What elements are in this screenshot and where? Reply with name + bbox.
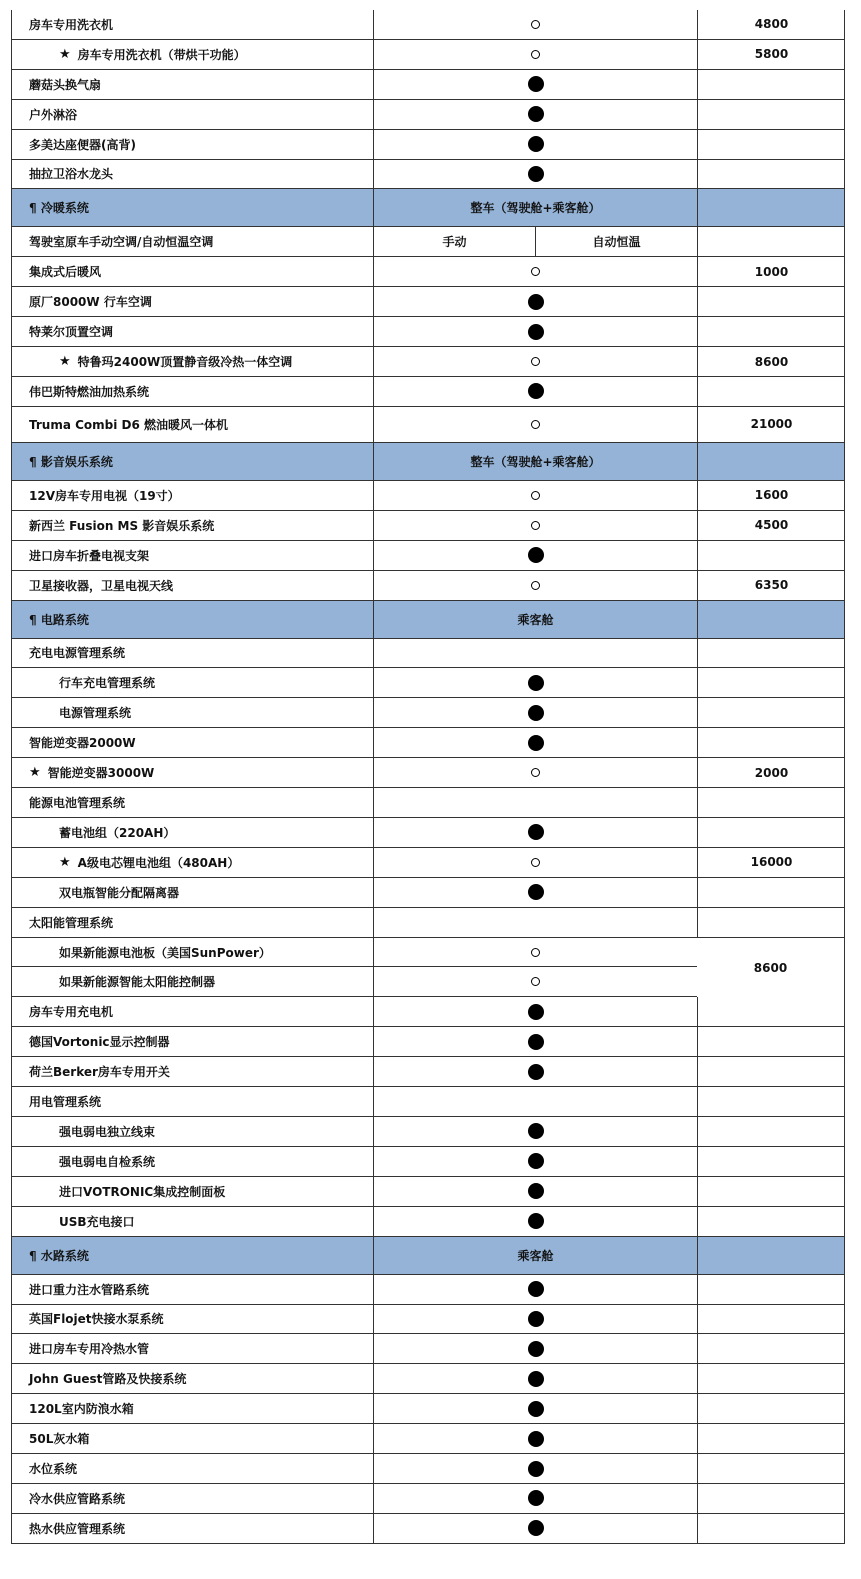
availability-cell (374, 908, 698, 937)
table-row (11, 130, 845, 160)
price-cell (698, 668, 845, 697)
table-row (11, 818, 845, 848)
item-name (12, 1364, 374, 1393)
availability-cell (374, 997, 698, 1026)
item-label: 用电管理系统 (29, 1095, 102, 1110)
price-cell (698, 287, 845, 316)
optional-circle-icon (531, 267, 540, 276)
optional-circle-icon (531, 948, 540, 957)
availability-cell (374, 1514, 698, 1543)
standard-dot-icon (528, 136, 544, 152)
table-row (11, 788, 845, 818)
item-label: 特莱尔顶置空调 (29, 325, 114, 340)
item-name (12, 1117, 374, 1146)
section-title (12, 189, 374, 226)
price-cell (698, 1027, 845, 1056)
item-name (12, 377, 374, 406)
item-name (12, 938, 374, 967)
table-row (11, 571, 845, 601)
table-row (11, 1305, 845, 1335)
price-cell (698, 1454, 845, 1483)
price-cell (698, 189, 845, 226)
availability-cell (374, 728, 698, 757)
price-cell (698, 377, 845, 406)
item-name (12, 511, 374, 540)
table-row (11, 698, 845, 728)
availability-cell (374, 1484, 698, 1513)
item-name (12, 1087, 374, 1116)
table-row (11, 997, 845, 1027)
optional-circle-icon (531, 491, 540, 500)
optional-circle-icon (531, 357, 540, 366)
standard-dot-icon (528, 1004, 544, 1020)
availability-cell (374, 1057, 698, 1086)
item-name (12, 257, 374, 286)
table-row (11, 511, 845, 541)
table-row (11, 1364, 845, 1394)
standard-dot-icon (528, 324, 544, 340)
optional-circle-icon (531, 50, 540, 59)
item-label: 120L室内防浪水箱 (29, 1402, 134, 1417)
section-scope: 整车（驾驶舱+乘客舱） (374, 443, 698, 480)
item-label: ¶ 影音娱乐系统 (29, 454, 113, 469)
table-row (11, 317, 845, 347)
table-row (11, 1484, 845, 1514)
availability-cell (374, 160, 698, 189)
availability-cell (374, 1177, 698, 1206)
table-row (11, 40, 845, 70)
item-name (12, 698, 374, 727)
availability-cell (374, 407, 698, 442)
section-title (12, 443, 374, 480)
price-cell (698, 639, 845, 668)
item-name (12, 227, 374, 256)
item-label: 房车专用充电机 (29, 1005, 114, 1020)
availability-cell (374, 511, 698, 540)
availability-cell (374, 70, 698, 99)
item-label: 房车专用洗衣机（带烘干功能） (77, 47, 246, 62)
standard-dot-icon (528, 1341, 544, 1357)
table-row (11, 407, 845, 443)
table-row (11, 1394, 845, 1424)
section-header-row (11, 189, 845, 227)
item-label: 新西兰 Fusion MS 影音娱乐系统 (29, 518, 215, 533)
optional-circle-icon (531, 768, 540, 777)
price-cell (698, 1334, 845, 1363)
item-label: 如果新能源智能太阳能控制器 (59, 975, 216, 990)
item-label: 行车充电管理系统 (59, 676, 156, 691)
price-cell (698, 130, 845, 159)
item-name (12, 541, 374, 570)
availability-cell (374, 698, 698, 727)
item-label: 太阳能管理系统 (29, 915, 114, 930)
option-manual: 手动 (374, 227, 536, 256)
price-cell (698, 818, 845, 847)
item-label: 房车专用洗衣机 (29, 17, 114, 32)
availability-cell (374, 347, 698, 376)
table-row (11, 10, 845, 40)
section-scope: 乘客舱 (374, 1237, 698, 1274)
standard-dot-icon (528, 1371, 544, 1387)
item-label: 进口房车折叠电视支架 (29, 548, 150, 563)
item-label: ¶ 水路系统 (29, 1248, 89, 1263)
price-cell: 1000 (754, 264, 789, 279)
item-label: 德国Vortonic显示控制器 (29, 1035, 170, 1050)
star-icon: ★ (59, 46, 71, 62)
item-label: 多美达座便器(高背) (29, 137, 136, 152)
item-label: 特鲁玛2400W顶置静音级冷热一体空调 (77, 355, 293, 370)
section-title (12, 1237, 374, 1274)
standard-dot-icon (528, 76, 544, 92)
price-cell (698, 1305, 845, 1334)
item-label: 双电瓶智能分配隔离器 (59, 885, 180, 900)
table-row (11, 1454, 845, 1484)
optional-circle-icon (531, 20, 540, 29)
item-label: 50L灰水箱 (29, 1432, 90, 1447)
price-cell (698, 541, 845, 570)
availability-cell (374, 1147, 698, 1176)
item-label: 水位系统 (29, 1462, 78, 1477)
item-label: 蘑菇头换气扇 (29, 77, 102, 92)
availability-cell (374, 668, 698, 697)
table-row (11, 1147, 845, 1177)
availability-cell (374, 571, 698, 600)
item-name (12, 1275, 374, 1304)
availability-cell (374, 40, 698, 69)
item-label: 12V房车专用电视（19寸） (29, 488, 180, 503)
availability-cell (374, 758, 698, 787)
standard-dot-icon (528, 1153, 544, 1169)
item-name (12, 100, 374, 129)
standard-dot-icon (528, 1281, 544, 1297)
item-label: 抽拉卫浴水龙头 (29, 167, 114, 182)
standard-dot-icon (528, 1461, 544, 1477)
table-row (11, 668, 845, 698)
item-label: 电源管理系统 (59, 706, 132, 721)
availability-cell (374, 1334, 698, 1363)
section-header-row (11, 443, 845, 481)
standard-dot-icon (528, 705, 544, 721)
price-cell (698, 1275, 845, 1304)
price-cell (698, 1424, 845, 1453)
price-cell (698, 443, 845, 480)
table-row (11, 1207, 845, 1237)
item-name (12, 728, 374, 757)
section-scope: 整车（驾驶舱+乘客舱） (374, 189, 698, 226)
price-cell (698, 1484, 845, 1513)
price-cell: 1600 (754, 488, 789, 503)
item-name (12, 967, 374, 996)
price-cell (698, 698, 845, 727)
item-name (12, 1177, 374, 1206)
item-label: 英国Flojet快接水泵系统 (29, 1312, 164, 1327)
price-cell (698, 1147, 845, 1176)
standard-dot-icon (528, 735, 544, 751)
item-name (12, 130, 374, 159)
item-label: ¶ 冷暖系统 (29, 201, 89, 216)
price-cell (698, 100, 845, 129)
table-row (11, 1334, 845, 1364)
availability-cell (374, 130, 698, 159)
standard-dot-icon (528, 383, 544, 399)
price-cell: 21000 (750, 417, 793, 432)
item-name (12, 347, 374, 376)
availability-cell (374, 1394, 698, 1423)
table-row (11, 908, 845, 938)
price-cell (698, 70, 845, 99)
item-name (12, 160, 374, 189)
section-header-row (11, 1237, 845, 1275)
item-name (12, 878, 374, 907)
price-cell: 6350 (754, 578, 789, 593)
price-cell: 8600 (754, 354, 789, 369)
availability-cell (374, 287, 698, 316)
optional-circle-icon (531, 858, 540, 867)
standard-dot-icon (528, 824, 544, 840)
price-cell (698, 1117, 845, 1146)
item-name (12, 788, 374, 817)
table-row (11, 1514, 845, 1544)
price-cell (698, 227, 845, 256)
price-cell (698, 878, 845, 907)
table-row (11, 1275, 845, 1305)
standard-dot-icon (528, 884, 544, 900)
price-cell: 4500 (754, 518, 789, 533)
item-name (12, 818, 374, 847)
price-cell (698, 908, 845, 937)
item-name (12, 571, 374, 600)
standard-dot-icon (528, 294, 544, 310)
item-label: 荷兰Berker房车专用开关 (29, 1065, 170, 1080)
section-header-row (11, 601, 845, 639)
table-row (11, 1177, 845, 1207)
availability-cell (374, 967, 698, 996)
table-row (11, 1027, 845, 1057)
standard-dot-icon (528, 1213, 544, 1229)
table-row (11, 347, 845, 377)
item-name (12, 668, 374, 697)
availability-cell (374, 1087, 698, 1116)
availability-cell (374, 1364, 698, 1393)
availability-cell (374, 788, 698, 817)
table-row (11, 1087, 845, 1117)
item-name (12, 1484, 374, 1513)
item-label: 户外淋浴 (29, 107, 78, 122)
item-label: 充电电源管理系统 (29, 646, 126, 661)
price-cell (698, 788, 845, 817)
item-name (12, 848, 374, 877)
availability-cell (374, 1424, 698, 1453)
item-name (12, 407, 374, 442)
standard-dot-icon (528, 166, 544, 182)
item-name (12, 1305, 374, 1334)
item-label: 进口房车专用冷热水管 (29, 1342, 150, 1357)
table-row (11, 541, 845, 571)
price-cell: 16000 (750, 855, 793, 870)
item-label: 原厂8000W 行车空调 (29, 295, 152, 310)
price-cell (698, 1394, 845, 1423)
table-row (11, 1424, 845, 1454)
item-name (12, 1207, 374, 1236)
standard-dot-icon (528, 1311, 544, 1327)
price-cell: 4800 (754, 17, 789, 32)
item-label: 强电弱电独立线束 (59, 1124, 156, 1139)
standard-dot-icon (528, 1401, 544, 1417)
standard-dot-icon (528, 1490, 544, 1506)
standard-dot-icon (528, 106, 544, 122)
item-name (12, 40, 374, 69)
availability-cell (374, 10, 698, 39)
item-name (12, 1027, 374, 1056)
table-row (11, 1117, 845, 1147)
item-label: USB充电接口 (59, 1214, 135, 1229)
standard-dot-icon (528, 1183, 544, 1199)
item-name (12, 287, 374, 316)
item-label: 蓄电池组（220AH） (59, 825, 176, 840)
availability-cell (374, 377, 698, 406)
item-label: 进口重力注水管路系统 (29, 1282, 150, 1297)
price-cell (698, 1364, 845, 1393)
option-auto: 自动恒温 (536, 227, 698, 256)
table-row (11, 848, 845, 878)
availability-cell (374, 1117, 698, 1146)
table-row (11, 227, 845, 257)
availability-cell (374, 481, 698, 510)
item-label: A级电芯锂电池组（480AH） (77, 855, 240, 870)
price-cell (698, 1087, 845, 1116)
availability-cell (374, 639, 698, 668)
price-cell (698, 160, 845, 189)
standard-dot-icon (528, 1520, 544, 1536)
availability-cell (374, 257, 698, 286)
table-row (11, 70, 845, 100)
availability-cell (374, 100, 698, 129)
item-name (12, 1057, 374, 1086)
table-row (11, 377, 845, 407)
item-name (12, 1147, 374, 1176)
availability-cell (374, 1027, 698, 1056)
section-title (12, 601, 374, 638)
price-cell (698, 317, 845, 346)
price-cell: 2000 (754, 765, 789, 780)
price-cell (698, 1514, 845, 1543)
price-cell (698, 1237, 845, 1274)
item-name (12, 639, 374, 668)
item-name (12, 1334, 374, 1363)
item-label: 集成式后暖风 (29, 265, 102, 280)
table-row (11, 287, 845, 317)
item-name (12, 908, 374, 937)
price-cell (698, 1177, 845, 1206)
availability-cell (374, 1207, 698, 1236)
solar-merged-price: 8600 (697, 938, 844, 996)
item-label: John Guest管路及快接系统 (29, 1372, 187, 1387)
item-name (12, 10, 374, 39)
standard-dot-icon (528, 1123, 544, 1139)
item-name (12, 1394, 374, 1423)
availability-cell (374, 541, 698, 570)
table-row (11, 160, 845, 190)
table-row (11, 481, 845, 511)
availability-cell (374, 938, 698, 967)
item-label: 进口VOTRONIC集成控制面板 (59, 1184, 226, 1199)
price-cell (698, 601, 845, 638)
availability-cell (374, 1454, 698, 1483)
item-name (12, 997, 374, 1026)
item-label: 卫星接收器，卫星电视天线 (29, 578, 174, 593)
item-name (12, 1514, 374, 1543)
availability-cell (374, 317, 698, 346)
price-cell (698, 1057, 845, 1086)
optional-circle-icon (531, 977, 540, 986)
optional-circle-icon (531, 420, 540, 429)
availability-cell (374, 878, 698, 907)
availability-cell (374, 1305, 698, 1334)
item-name (12, 1454, 374, 1483)
item-label: 伟巴斯特燃油加热系统 (29, 384, 150, 399)
item-name (12, 70, 374, 99)
item-label: 强电弱电自检系统 (59, 1154, 156, 1169)
star-icon: ★ (29, 765, 41, 781)
item-name (12, 1424, 374, 1453)
standard-dot-icon (528, 1431, 544, 1447)
item-label: Truma Combi D6 燃油暖风一体机 (29, 417, 229, 432)
item-label: 冷水供应管路系统 (29, 1491, 126, 1506)
standard-dot-icon (528, 547, 544, 563)
table-row (11, 639, 845, 669)
item-label: 如果新能源电池板（美国SunPower） (59, 945, 271, 960)
standard-dot-icon (528, 1064, 544, 1080)
section-scope: 乘客舱 (374, 601, 698, 638)
optional-circle-icon (531, 521, 540, 530)
price-cell: 5800 (754, 47, 789, 62)
item-name (12, 758, 374, 787)
spec-table (11, 10, 845, 1544)
star-icon: ★ (59, 854, 71, 870)
standard-dot-icon (528, 675, 544, 691)
item-label: 智能逆变器2000W (29, 736, 136, 751)
price-cell (698, 728, 845, 757)
item-label: 智能逆变器3000W (47, 766, 155, 781)
table-row (11, 100, 845, 130)
table-row (11, 1057, 845, 1087)
item-label: 热水供应管理系统 (29, 1521, 126, 1536)
item-label: 驾驶室原车手动空调/自动恒温空调 (29, 235, 214, 250)
item-label: 能源电池管理系统 (29, 795, 126, 810)
price-cell (698, 997, 845, 1026)
table-row (11, 728, 845, 758)
standard-dot-icon (528, 1034, 544, 1050)
item-label: ¶ 电路系统 (29, 612, 89, 627)
item-name (12, 317, 374, 346)
availability-cell (374, 848, 698, 877)
availability-cell (374, 1275, 698, 1304)
availability-cell (374, 818, 698, 847)
price-cell (698, 1207, 845, 1236)
optional-circle-icon (531, 581, 540, 590)
star-icon: ★ (59, 354, 71, 370)
table-row (11, 878, 845, 908)
table-row (11, 257, 845, 287)
item-name (12, 481, 374, 510)
table-row (11, 758, 845, 788)
